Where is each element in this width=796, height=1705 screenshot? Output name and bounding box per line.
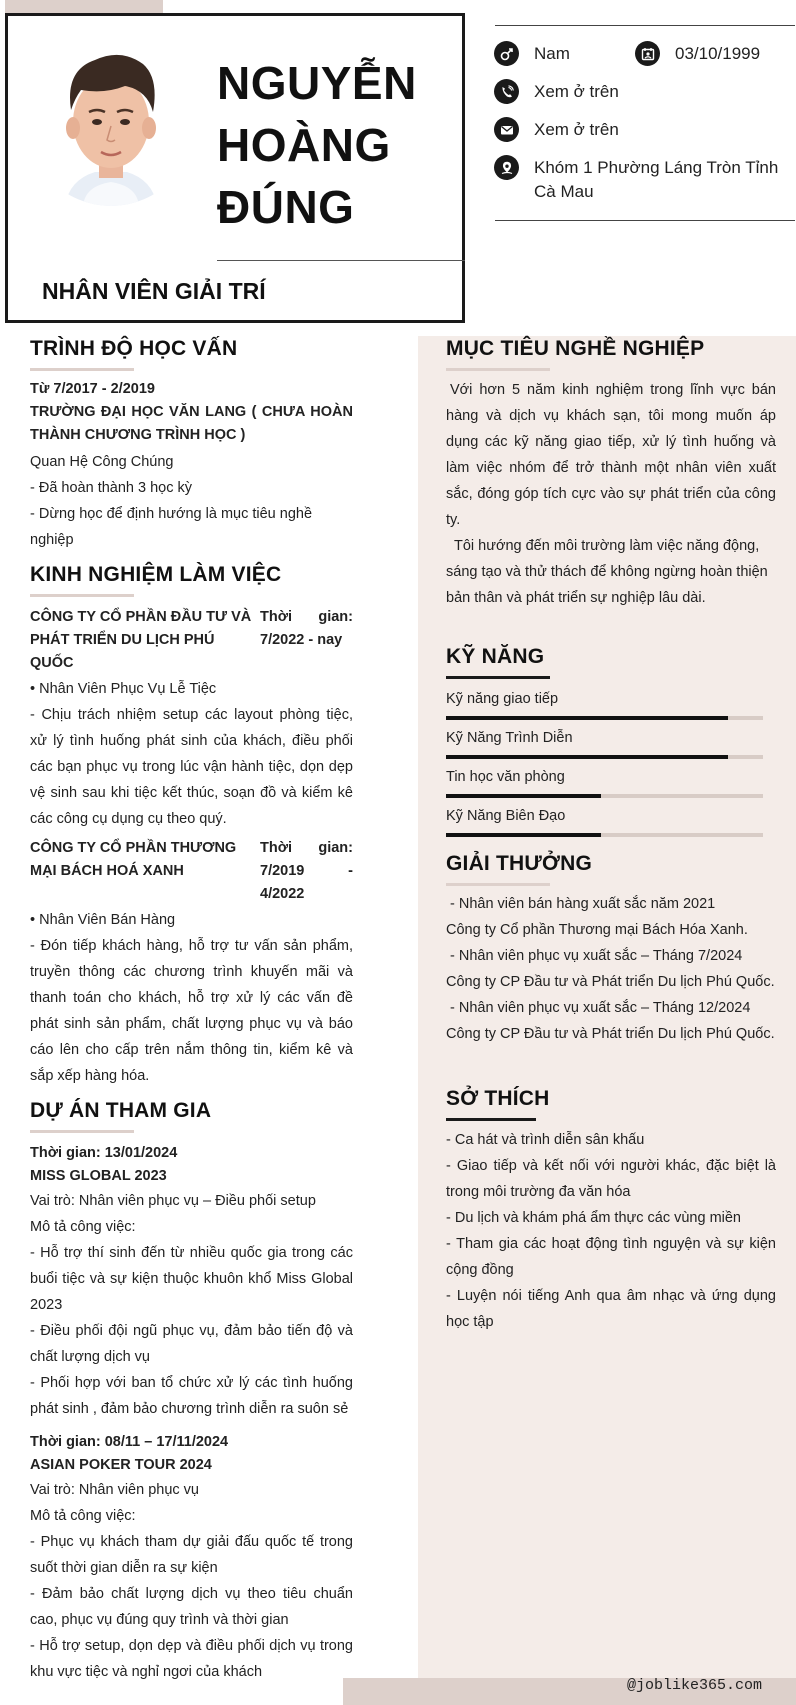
left-column <box>30 337 353 1685</box>
job-header <box>30 837 353 906</box>
project-bullet: - Hỗ trợ thí sinh đến từ nhiều quốc gia trong các buổi tiệc và sự kiện thuộc khuôn khổ Miss Global 2023 <box>30 1245 353 1313</box>
skill-item <box>446 805 776 844</box>
skills-section <box>446 645 776 844</box>
skill-name: Tin học văn phòng <box>446 769 565 785</box>
contact-top-divider <box>495 25 795 26</box>
birthday-icon <box>635 41 660 66</box>
awards-section <box>446 852 776 1047</box>
hobbies-title-underline <box>446 1118 536 1121</box>
job-title: NHÂN VIÊN GIẢI TRÍ <box>42 278 266 304</box>
job-time <box>260 837 353 906</box>
job-description: - Đón tiếp khách hàng, hỗ trợ tư vấn sản phẩm, truyền thông các chương trình khuyến mãi và thanh toán cho khách, hỗ trợ xử lý các vấn đề phát sinh sản phẩm, chất lượng phục vụ và báo cáo lên cho cấp trên nắm thông tin, kiểm kê và sắp xếp hàng hóa. <box>30 938 353 1084</box>
award-line: Công ty Cổ phần Thương mại Bách Hóa Xanh. <box>446 922 748 938</box>
experience-section <box>30 563 353 1089</box>
job-time <box>260 606 353 675</box>
award-line: Công ty CP Đầu tư và Phát triển Du lịch Phú Quốc. <box>446 1026 775 1042</box>
award-line: - Nhân viên phục vụ xuất sắc – Tháng 7/2024 <box>450 948 743 964</box>
phone-value: Xem ở trên <box>534 82 619 101</box>
experience-title: KINH NGHIỆM LÀM VIỆC <box>30 563 282 586</box>
skills-list <box>446 688 776 844</box>
award-line: - Nhân viên bán hàng xuất sắc năm 2021 <box>450 896 716 912</box>
job-time-value: 7/2022 - nay <box>260 632 343 648</box>
award-line: - Nhân viên phục vụ xuất sắc – Tháng 12/2024 <box>450 1000 751 1016</box>
project-item <box>30 1142 353 1422</box>
education-school: TRƯỜNG ĐẠI HỌC VĂN LANG ( CHƯA HOÀN THÀNH CHƯƠNG TRÌNH HỌC ) <box>30 404 353 443</box>
project-bullet: - Đảm bảo chất lượng dịch vụ theo tiêu chuẩn cao, phục vụ đúng quy trình và thời gian <box>30 1586 353 1628</box>
skill-name: Kỹ năng giao tiếp <box>446 691 559 707</box>
project-role: Vai trò: Nhân viên phục vụ <box>30 1482 199 1498</box>
project-time: Thời gian: 13/01/2024 <box>30 1145 178 1161</box>
project-time: Thời gian: 08/11 – 17/11/2024 <box>30 1434 229 1450</box>
name-line-3: ĐÚNG <box>217 181 355 233</box>
project-role: Vai trò: Nhân viên phục vụ – Điều phối setup <box>30 1193 316 1209</box>
gender-icon <box>494 41 519 66</box>
name-line-2: HOÀNG <box>217 119 391 171</box>
hobby-item: - Ca hát và trình diễn sân khấu <box>446 1132 645 1148</box>
birthday-value: 03/10/1999 <box>675 44 761 63</box>
education-note: - Đã hoàn thành 3 học kỳ <box>30 480 193 496</box>
job-time-label: Thời gian: <box>260 840 353 856</box>
job-header <box>30 606 353 675</box>
objective-paragraph: Với hơn 5 năm kinh nghiệm trong lĩnh vực bán hàng và dịch vụ khách sạn, tôi mong muốn áp dụng các kỹ năng giao tiếp, xử lý tình huống và làm việc nhóm để trở thành một nhân viên xuất sắc, đóng góp tích cực vào sự phát triển của công ty. <box>446 382 776 528</box>
education-period: Từ 7/2017 - 2/2019 <box>30 381 155 397</box>
objective-title-underline <box>446 368 550 371</box>
hobbies-title: SỞ THÍCH <box>446 1087 550 1110</box>
skills-title-underline <box>446 676 550 679</box>
project-desc-label: Mô tả công việc: <box>30 1508 136 1524</box>
hobbies-section <box>446 1087 776 1335</box>
address-line-1: Khóm 1 Phường Láng Tròn Tỉnh <box>534 158 779 177</box>
skill-bar-track <box>446 716 763 720</box>
location-icon <box>494 155 519 180</box>
awards-list <box>446 891 776 1047</box>
job-time-end: 4/2022 <box>260 886 305 902</box>
skills-title: KỸ NĂNG <box>446 645 545 668</box>
hobby-item: - Tham gia các hoạt động tình nguyện và sự kiện cộng đồng <box>446 1236 776 1278</box>
phone-icon <box>494 79 519 104</box>
education-major: Quan Hệ Công Chúng <box>30 454 174 470</box>
education-title-underline <box>30 368 134 371</box>
education-section <box>30 337 353 553</box>
job-time-label: Thời gian: <box>260 609 353 625</box>
right-column <box>446 337 776 1335</box>
project-item <box>30 1431 353 1685</box>
awards-title-underline <box>446 883 550 886</box>
project-desc-label: Mô tả công việc: <box>30 1219 136 1235</box>
job-role: • Nhân Viên Phục Vụ Lễ Tiệc <box>30 681 217 697</box>
header-divider <box>217 260 465 261</box>
skill-bar-fill <box>446 716 728 720</box>
experience-title-underline <box>30 594 134 597</box>
skill-bar-fill <box>446 794 601 798</box>
award-line: Công ty CP Đầu tư và Phát triển Du lịch Phú Quốc. <box>446 974 775 990</box>
job-company: CÔNG TY CỔ PHẦN THƯƠNG MẠI BÁCH HOÁ XANH <box>30 840 237 879</box>
hobby-item: - Giao tiếp và kết nối với người khác, đặc biệt là trong môi trường đa văn hóa <box>446 1158 776 1200</box>
skill-bar-track <box>446 755 763 759</box>
job-time-separator: - <box>348 863 353 879</box>
skill-item <box>446 766 776 805</box>
avatar <box>25 30 197 206</box>
skill-name: Kỹ Năng Trình Diễn <box>446 730 573 746</box>
job-time-start: 7/2019 <box>260 863 305 879</box>
hobbies-list <box>446 1127 776 1335</box>
project-bullet: - Điều phối đội ngũ phục vụ, đảm bảo tiến độ và chất lượng dịch vụ <box>30 1323 353 1365</box>
skill-item <box>446 688 776 727</box>
hobby-item: - Du lịch và khám phá ẩm thực các vùng miền <box>446 1210 741 1226</box>
projects-title: DỰ ÁN THAM GIA <box>30 1099 212 1122</box>
job-company: CÔNG TY CỔ PHẦN ĐẦU TƯ VÀ PHÁT TRIỂN DU LỊCH PHÚ QUỐC <box>30 609 252 671</box>
project-bullet: - Phục vụ khách tham dự giải đấu quốc tế trong suốt thời gian diễn ra sự kiện <box>30 1534 353 1576</box>
project-name: MISS GLOBAL 2023 <box>30 1168 167 1184</box>
job-description: - Chịu trách nhiệm setup các layout phòng tiệc, xử lý tình huống phát sinh của khách, điều phối các bạn phục vụ trong lúc vận hành tiệc, dọn dẹp vệ sinh sau khi tiệc kết thúc, soạn đồ và kiểm kê các công cụ dụng cụ theo quý. <box>30 707 353 827</box>
objective-section <box>446 337 776 611</box>
awards-title: GIẢI THƯỞNG <box>446 852 593 875</box>
skill-bar-fill <box>446 755 728 759</box>
objective-title: MỤC TIÊU NGHỀ NGHIỆP <box>446 337 705 360</box>
skill-bar-track <box>446 833 763 837</box>
avatar-portrait <box>25 30 197 206</box>
name-line-1: NGUYỄN <box>217 57 417 109</box>
objective-paragraph: Tôi hướng đến môi trường làm việc năng động, sáng tạo và thử thách để không ngừng hoàn thiện bản thân và phát triển sự nghiệp lâu dài. <box>446 538 768 606</box>
education-title: TRÌNH ĐỘ HỌC VẤN <box>30 337 238 360</box>
email-value: Xem ở trên <box>534 120 619 139</box>
projects-title-underline <box>30 1130 134 1133</box>
address-line-2: Cà Mau <box>534 182 594 201</box>
skill-bar-track <box>446 794 763 798</box>
hobby-item: - Luyện nói tiếng Anh qua âm nhạc và ứng dụng học tập <box>446 1288 776 1330</box>
projects-section <box>30 1099 353 1685</box>
footer-brand: @joblike365.com <box>627 1677 763 1694</box>
project-bullet: - Phối hợp với ban tổ chức xử lý các tình huống phát sinh , đảm bảo chương trình diễn ra suôn sẻ <box>30 1375 353 1417</box>
skill-name: Kỹ Năng Biên Đạo <box>446 808 566 824</box>
skill-item <box>446 727 776 766</box>
gender-value: Nam <box>534 44 570 63</box>
education-note: - Dừng học để định hướng là mục tiêu nghề nghiệp <box>30 506 313 548</box>
skill-bar-fill <box>446 833 601 837</box>
project-name: ASIAN POKER TOUR 2024 <box>30 1457 212 1473</box>
email-icon <box>494 117 519 142</box>
contact-bottom-divider <box>495 220 795 221</box>
job-time-range <box>260 860 353 883</box>
project-bullet: - Hỗ trợ setup, dọn dẹp và điều phối dịch vụ trong khu vực tiệc và nghỉ ngơi của khách <box>30 1638 353 1680</box>
job-role: • Nhân Viên Bán Hàng <box>30 912 176 928</box>
